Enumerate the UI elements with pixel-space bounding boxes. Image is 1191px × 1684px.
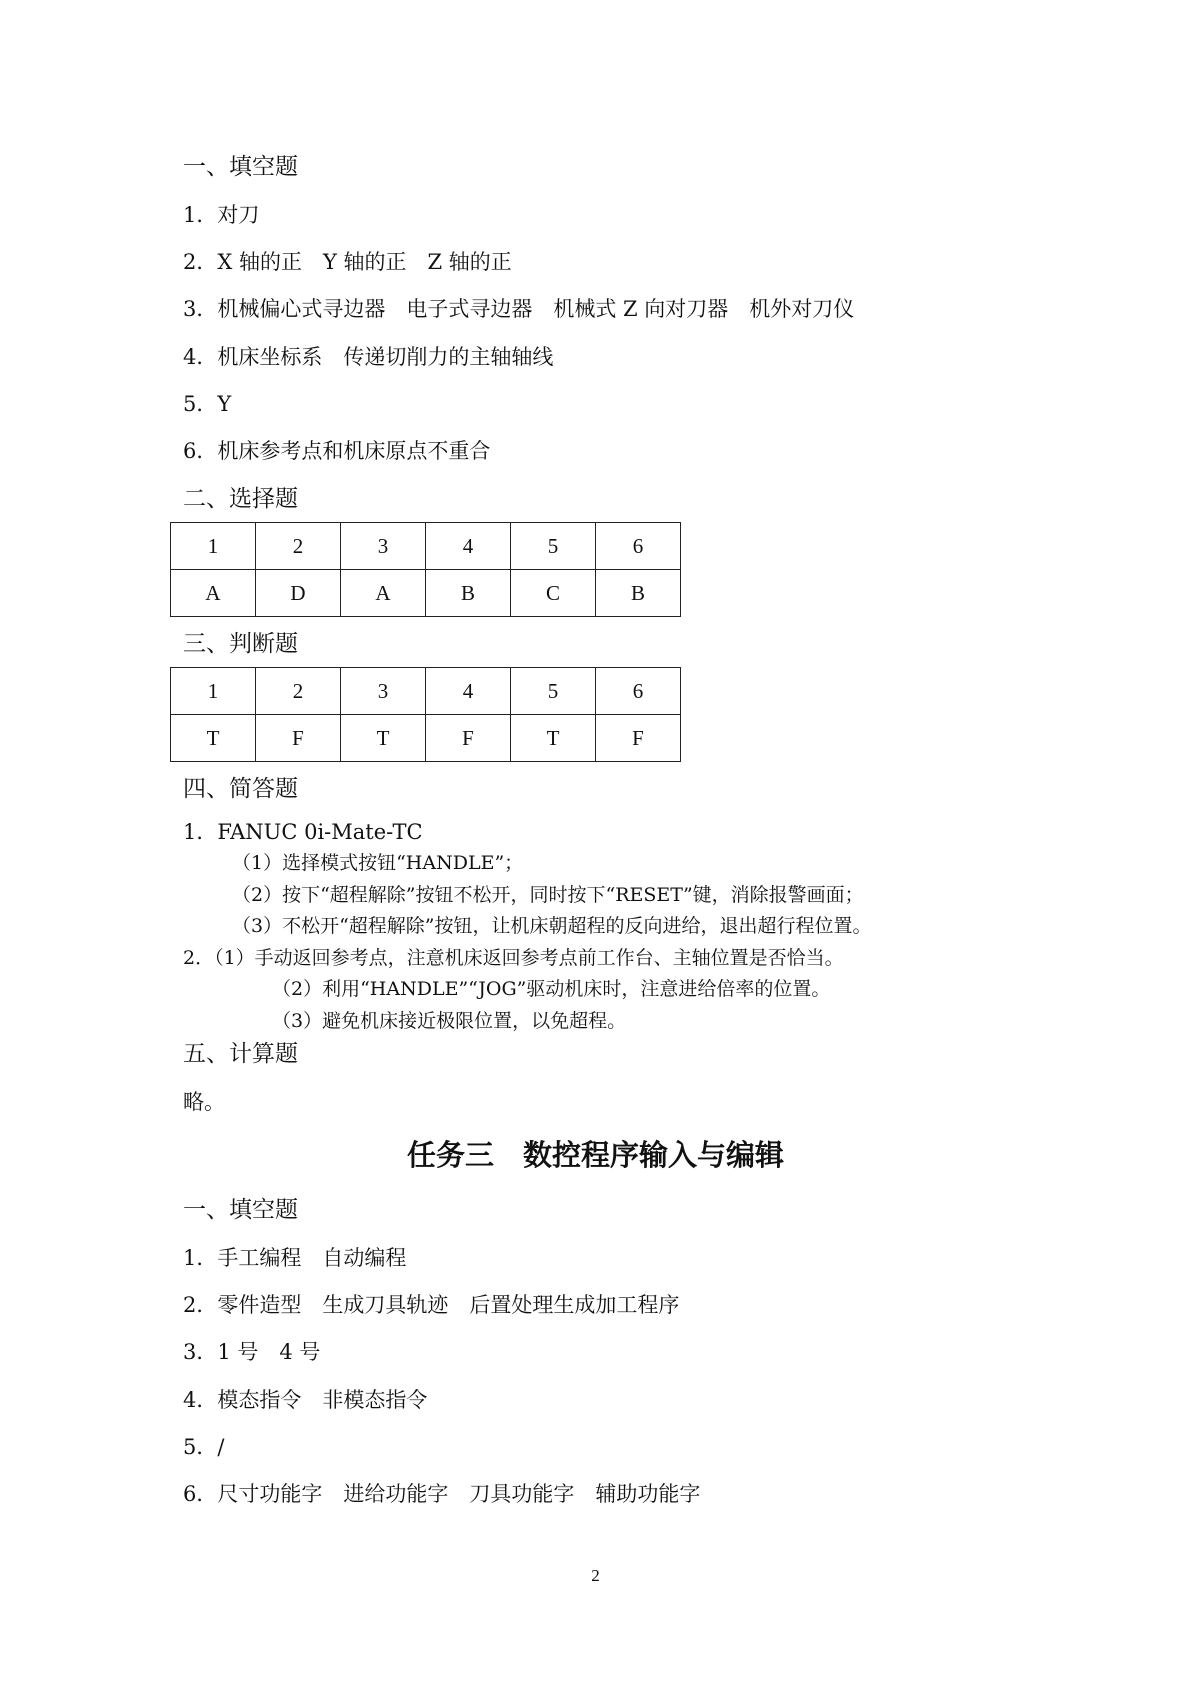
table-cell: D <box>256 570 341 617</box>
answer-step: （2）利用“HANDLE”“JOG”驱动机床时，注意进给倍率的位置。 <box>272 978 831 1000</box>
table-cell: T <box>341 715 426 762</box>
table-cell: B <box>596 570 681 617</box>
section-heading-calculation: 五、计算题 <box>183 1041 298 1067</box>
task-title: 任务三 数控程序输入与编辑 <box>406 1138 784 1172</box>
answer-step: （3）不松开“超程解除”按钮，让机床朝超程的反向进给，退出超行程位置。 <box>232 915 872 937</box>
section-heading-judgement: 三、判断题 <box>183 631 298 657</box>
answer-line: 5．/ <box>183 1435 225 1459</box>
answer-line: 2．零件造型 生成刀具轨迹 后置处理生成加工程序 <box>183 1293 680 1317</box>
table-cell: 1 <box>171 668 256 715</box>
table-cell: 6 <box>596 523 681 570</box>
table-cell: B <box>426 570 511 617</box>
answer-step: （2）按下“超程解除”按钮不松开，同时按下“RESET”键，消除报警画面； <box>232 884 864 906</box>
table-row <box>171 715 681 762</box>
table-cell: 2 <box>256 668 341 715</box>
table-row <box>171 570 681 617</box>
answer-line: 3．1 号 4 号 <box>183 1340 321 1364</box>
section-heading-short-answer: 四、简答题 <box>183 776 298 802</box>
answer-step: （3）避免机床接近极限位置，以免超程。 <box>272 1010 627 1032</box>
table-cell: C <box>511 570 596 617</box>
table-cell: A <box>171 570 256 617</box>
answer-line: 略。 <box>183 1090 225 1114</box>
answer-line: 1．对刀 <box>183 203 260 227</box>
answer-line: 2．（1）手动返回参考点，注意机床返回参考点前工作台、主轴位置是否恰当。 <box>183 947 844 969</box>
table-cell: 3 <box>341 523 426 570</box>
table-cell: 4 <box>426 523 511 570</box>
table-cell: 5 <box>511 668 596 715</box>
section-heading-choice: 二、选择题 <box>183 486 298 512</box>
table-cell: 4 <box>426 668 511 715</box>
table-cell: F <box>426 715 511 762</box>
table-cell: 1 <box>171 523 256 570</box>
table-cell: F <box>596 715 681 762</box>
judgement-answer-table <box>170 667 681 762</box>
table-cell: 2 <box>256 523 341 570</box>
answer-line: 6．机床参考点和机床原点不重合 <box>183 439 491 463</box>
answer-line: 4．模态指令 非模态指令 <box>183 1388 428 1412</box>
table-cell: T <box>171 715 256 762</box>
table-row <box>171 523 681 570</box>
table-cell: 5 <box>511 523 596 570</box>
section-heading-fill-blank: 一、填空题 <box>183 154 298 180</box>
table-row <box>171 668 681 715</box>
choice-answer-table <box>170 522 681 617</box>
table-cell: A <box>341 570 426 617</box>
answer-line: 4．机床坐标系 传递切削力的主轴轴线 <box>183 345 554 369</box>
table-cell: T <box>511 715 596 762</box>
table-cell: F <box>256 715 341 762</box>
answer-line: 3．机械偏心式寻边器 电子式寻边器 机械式 Z 向对刀器 机外对刀仪 <box>183 297 855 321</box>
table-cell: 3 <box>341 668 426 715</box>
answer-line: 1．手工编程 自动编程 <box>183 1246 407 1270</box>
page-number: 2 <box>591 1566 600 1585</box>
answer-line: 2．X 轴的正 Y 轴的正 Z 轴的正 <box>183 250 512 274</box>
table-cell: 6 <box>596 668 681 715</box>
answer-line: 5．Y <box>183 392 232 416</box>
answer-line: 1．FANUC 0i-Mate-TC <box>183 820 423 844</box>
answer-step: （1）选择模式按钮“HANDLE”； <box>232 852 524 874</box>
section-heading-fill-blank: 一、填空题 <box>183 1197 298 1223</box>
answer-line: 6．尺寸功能字 进给功能字 刀具功能字 辅助功能字 <box>183 1482 701 1506</box>
